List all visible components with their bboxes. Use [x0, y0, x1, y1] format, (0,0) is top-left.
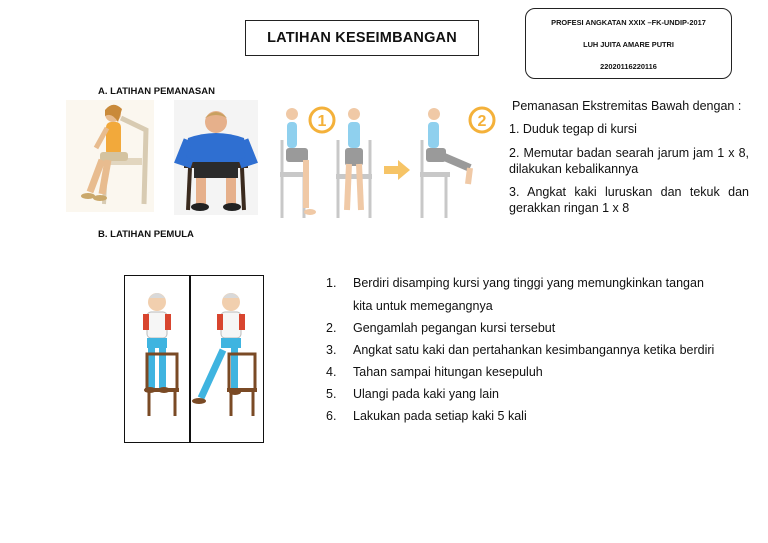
step-1-badge-label: 1	[317, 113, 327, 130]
warmup-steps-illustration	[272, 100, 504, 220]
man-exercise-photo	[174, 100, 258, 215]
warmup-item-3: 3. Angkat kaki luruskan dan tekuk dan gerakkan ringan 1 x 8	[509, 185, 749, 216]
woman-sitting-photo	[66, 100, 154, 212]
section-b-heading: B. LATIHAN PEMULA	[98, 229, 194, 240]
author-name: LUH JUITA AMARE PUTRI	[583, 40, 674, 49]
program-text: PROFESI ANGKATAN XXIX –FK-UNDIP-2017	[551, 18, 706, 27]
section-a-heading: A. LATIHAN PEMANASAN	[98, 86, 215, 97]
page-title: LATIHAN KESEIMBANGAN	[245, 20, 479, 56]
elderly-balance-illustration	[124, 275, 264, 443]
step-2-badge-label: 2	[477, 113, 487, 130]
author-info-box	[525, 8, 732, 79]
warmup-item-1: 1. Duduk tegap di kursi	[509, 122, 637, 137]
warmup-intro: Pemanasan Ekstremitas Bawah dengan :	[512, 99, 742, 113]
student-id: 22020116220116	[600, 62, 657, 71]
warmup-item-2: 2. Memutar badan searah jarum jam 1 x 8, dilakukan kebalikannya	[509, 145, 749, 176]
beginner-exercise-list: 1. Berdiri disamping kursi yang tinggi yang memungkinkan tangan kita untuk memegangnya 2. Gengamlah pegangan kursi tersebut 3. Angkat satu kaki dan pertahankan kesimbangannya ketika berdiri 4. Tahan sampai hitungan kesepuluh 5. Ulangi pada kaki yang lain 6. Lakukan pada setiap kaki 5 kali	[326, 276, 715, 423]
warmup-text	[509, 98, 749, 217]
